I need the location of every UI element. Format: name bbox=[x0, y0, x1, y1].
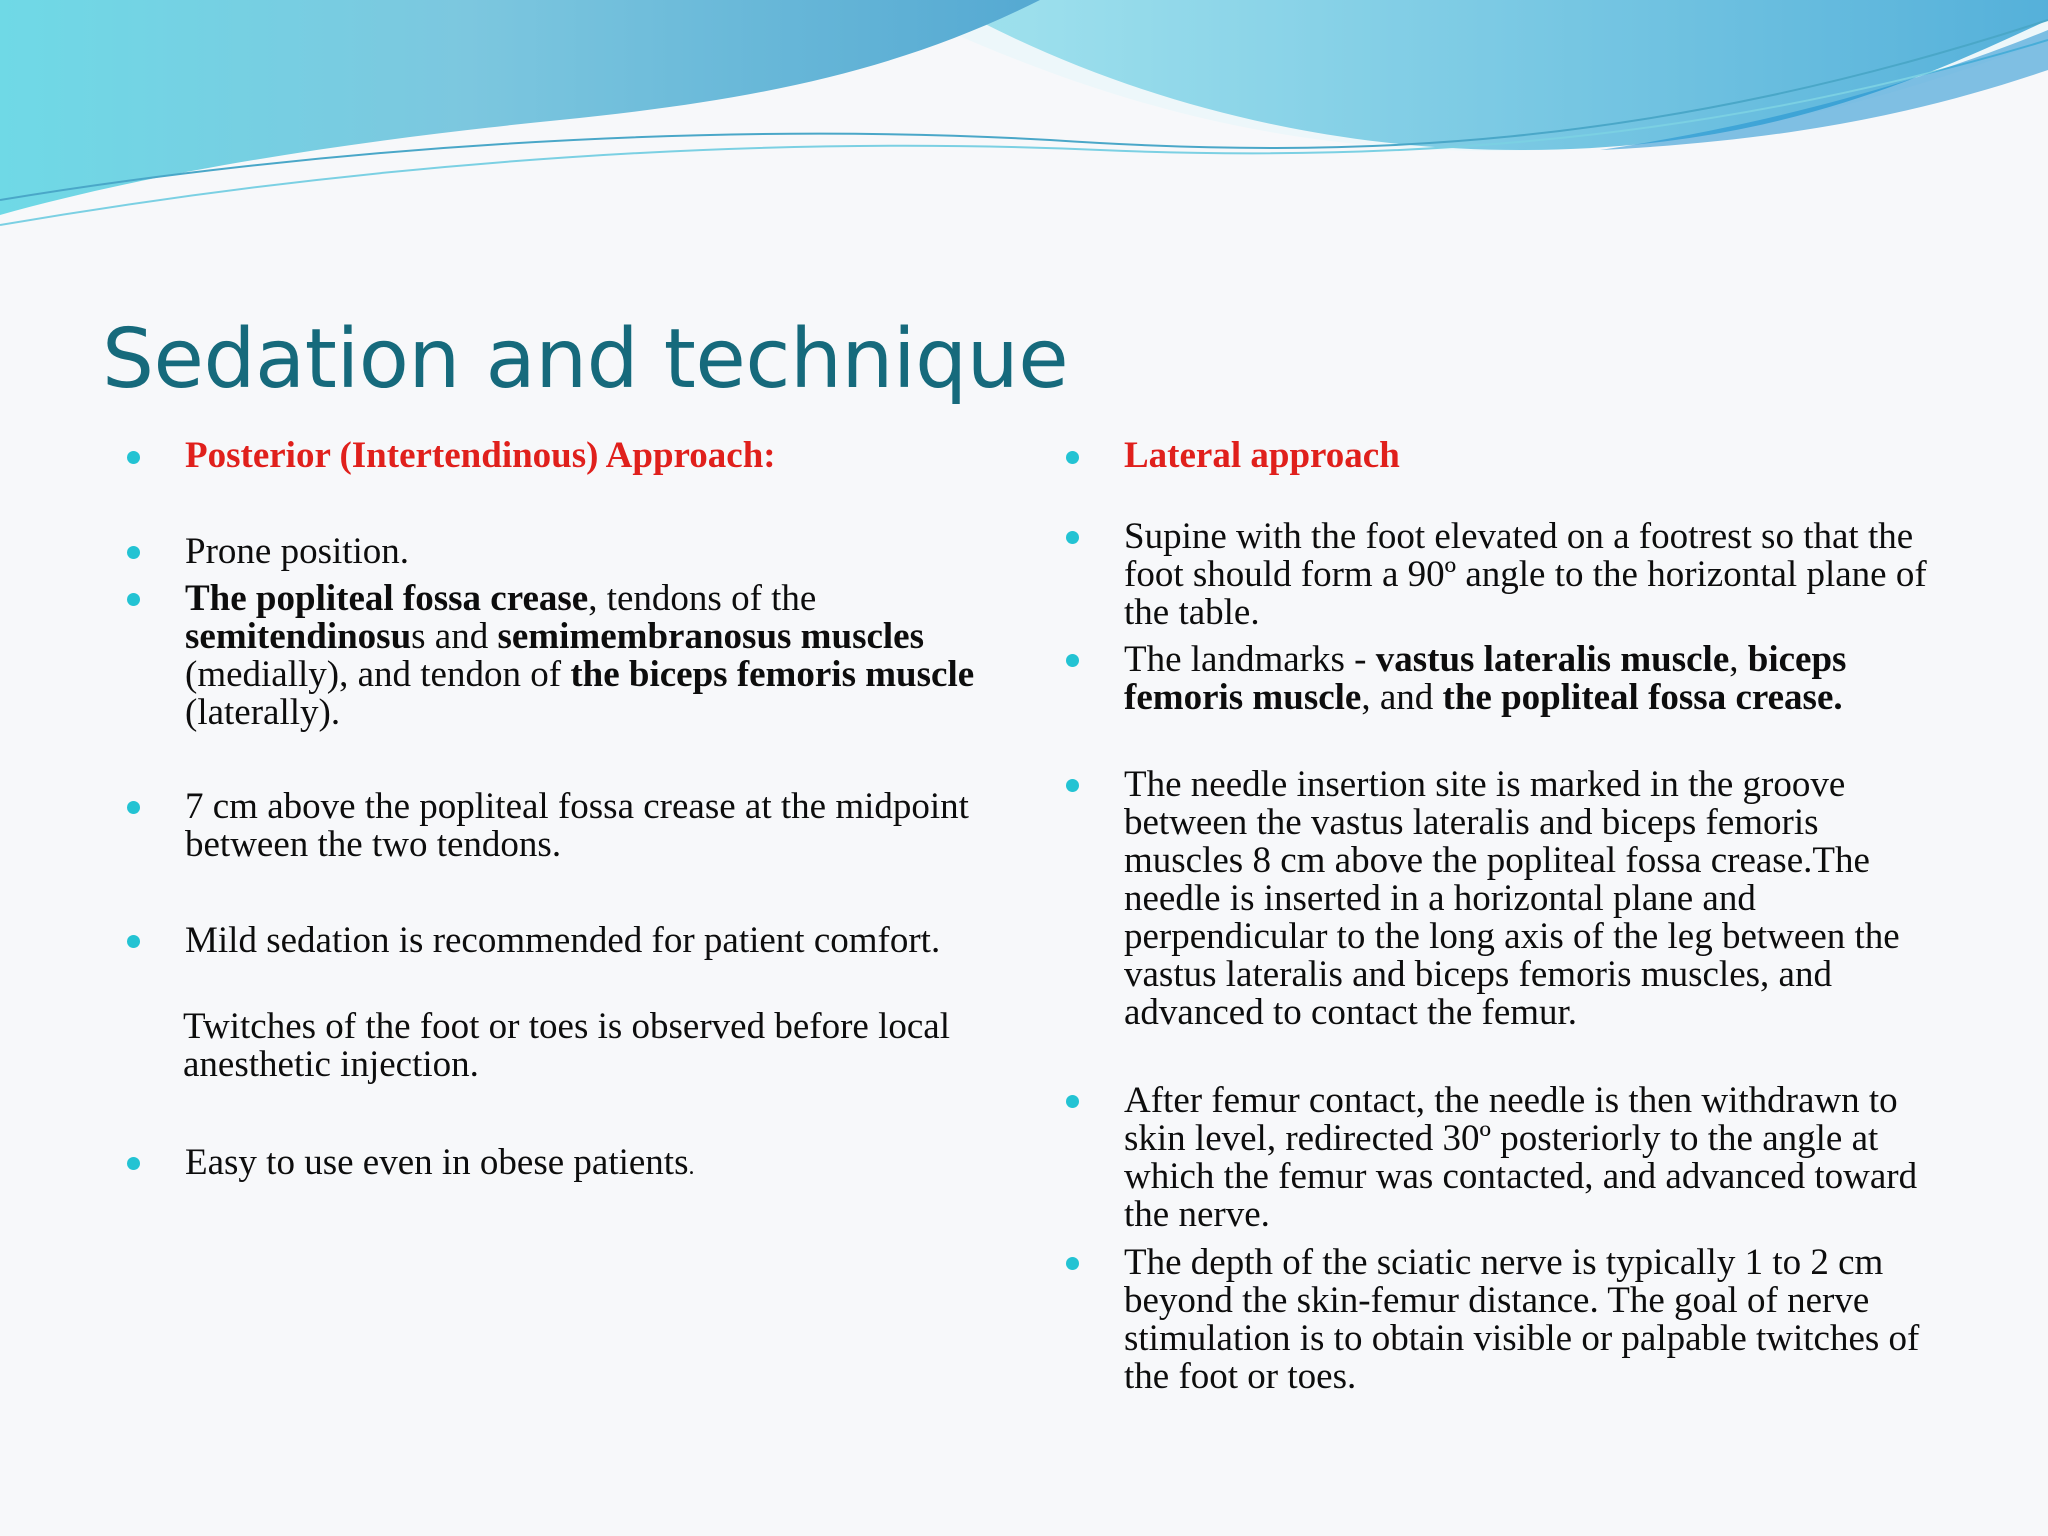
bullet-dot-icon bbox=[127, 451, 140, 464]
landmark-text: , bbox=[1729, 639, 1748, 680]
bullet-dot-icon bbox=[1066, 779, 1079, 792]
landmark-bold: semimembranosus muscles bbox=[497, 616, 924, 657]
bullet-dot-icon bbox=[127, 546, 140, 559]
bullet-dot-icon bbox=[1066, 1095, 1079, 1108]
landmark-bold: the biceps femoris muscle bbox=[570, 654, 975, 695]
posterior-landmarks-text bbox=[185, 580, 1005, 732]
header-wave-decoration bbox=[0, 0, 2048, 240]
landmark-text: , tendons of the bbox=[588, 578, 817, 619]
needle-insertion-site-text: The needle insertion site is marked in the groove between the vastus lateralis and biceps femoris muscles 8 cm above the popliteal fossa crease.The needle is inserted in a horizontal plane and perpendicular to the long axis of the leg between the vastus lateralis and biceps femoris muscles, and advanced to contact the femur. bbox=[1124, 764, 1900, 1033]
landmark-bold: the popliteal fossa crease. bbox=[1442, 677, 1843, 718]
bullet-dot-icon bbox=[127, 935, 140, 948]
obese-patients-text bbox=[185, 1144, 1005, 1186]
landmark-text: s and bbox=[411, 616, 498, 657]
bullet-dot-icon bbox=[1066, 451, 1079, 464]
after-femur-contact-text: After femur contact, the needle is then withdrawn to skin level, redirected 30º posteriorly to the angle at which the femur was contacted, and advanced toward the nerve. bbox=[1124, 1080, 1918, 1235]
posterior-approach-heading: Posterior (Intertendinous) Approach: bbox=[185, 435, 776, 476]
slide-title: Sedation and technique bbox=[102, 312, 1069, 407]
landmark-text: (laterally). bbox=[185, 692, 341, 733]
bullet-dot-icon bbox=[127, 801, 140, 814]
landmark-text: , and bbox=[1361, 677, 1443, 718]
landmark-text: (medially), and tendon of bbox=[185, 654, 571, 695]
lateral-approach-heading: Lateral approach bbox=[1124, 435, 1400, 476]
landmark-bold: The popliteal fossa crease bbox=[185, 578, 589, 619]
twitches-text: Twitches of the foot or toes is observed before local anesthetic injection. bbox=[183, 1006, 950, 1085]
supine-position-text: Supine with the foot elevated on a footrest so that the foot should form a 90º angle to the horizontal plane of the table. bbox=[1124, 516, 1927, 633]
landmark-bold: biceps femoris muscle bbox=[1124, 639, 1847, 718]
bullet-dot-icon bbox=[1066, 654, 1079, 667]
mild-sedation-text: Mild sedation is recommended for patient comfort. bbox=[185, 920, 941, 961]
landmark-text: The landmarks - bbox=[1124, 639, 1376, 680]
bullet-dot-icon bbox=[127, 593, 140, 606]
landmark-bold: vastus lateralis muscle bbox=[1375, 639, 1730, 680]
lateral-landmarks-text bbox=[1124, 641, 1944, 717]
nerve-depth-text: The depth of the sciatic nerve is typically 1 to 2 cm beyond the skin-femur distance. The goal of nerve stimulation is to obtain visible or palpable twitches of the foot or toes. bbox=[1124, 1242, 1920, 1397]
bullet-dot-icon bbox=[127, 1157, 140, 1170]
landmark-bold: semitendinosu bbox=[185, 616, 412, 657]
insertion-point-text: 7 cm above the popliteal fossa crease at the midpoint between the two tendons. bbox=[185, 786, 969, 865]
obese-patients-period: . bbox=[688, 1154, 695, 1180]
bullet-dot-icon bbox=[1066, 531, 1079, 544]
prone-position-text: Prone position. bbox=[185, 531, 410, 572]
obese-patients-label: Easy to use even in obese patients bbox=[185, 1142, 689, 1183]
bullet-dot-icon bbox=[1066, 1257, 1079, 1270]
